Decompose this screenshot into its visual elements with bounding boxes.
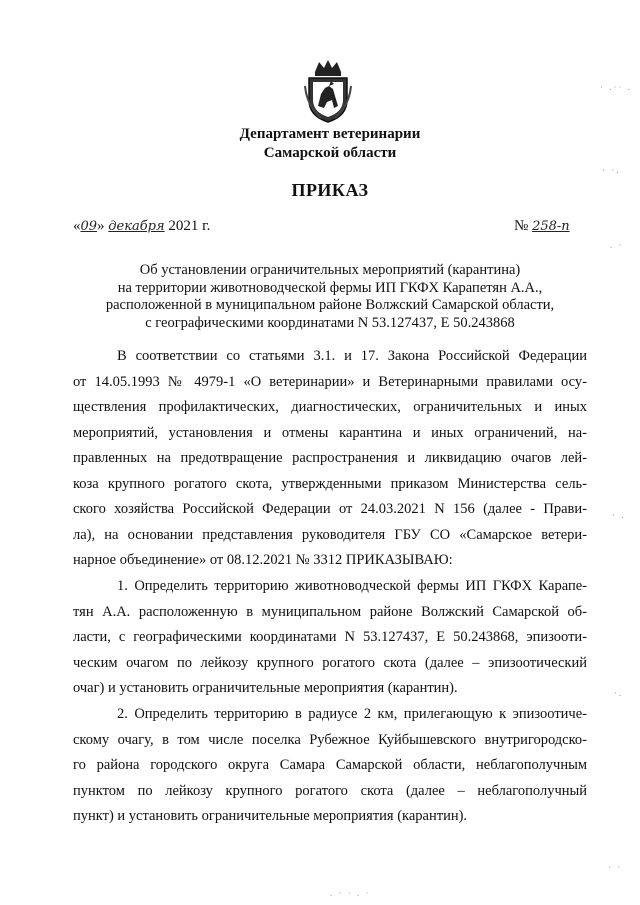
order-number <box>514 218 570 235</box>
date-day-handwritten: 09 <box>80 219 98 234</box>
order-date <box>73 218 210 235</box>
date-close-quote: » <box>97 218 105 234</box>
subject-line: на территории животноводческой фермы ИП ГКФХ Карапетян А.А., <box>117 279 543 296</box>
scan-noise: · . <box>612 510 626 520</box>
paragraph-line: коза крупного рогатого скота, утвержденными приказом Министерства сель- <box>73 475 587 492</box>
order-subject <box>70 262 590 332</box>
subject-line: расположенной в муниципальном районе Волжский Самарской области, <box>105 297 555 313</box>
scan-noise: · .·· . <box>600 82 632 92</box>
scan-noise: · ·. <box>602 165 621 175</box>
paragraph-line: 2. Определить территорию в радиусе 2 км, прилегающую к эпизоотиче- <box>117 706 587 722</box>
paragraph-line: правленных на предотвращение распространения и ликвидацию очагов лей- <box>73 450 587 466</box>
department-region: Самарской области <box>263 145 397 161</box>
coat-of-arms-emblem <box>303 56 353 124</box>
paragraph-line: пункт) и установить ограничительные мероприятия (карантин). <box>73 808 468 824</box>
paragraph-line: ческим очагом по лейкозу крупного рогатого скота (далее – эпизоотический <box>73 654 587 671</box>
date-month-handwritten: декабря <box>108 219 165 234</box>
number-prefix: № <box>514 218 529 234</box>
paragraph-line: В соответствии со статьями 3.1. и 17. Закона Российской Федерации <box>117 348 587 364</box>
paragraph-line: очаг) и установить ограничительные мероприятия (карантин). <box>73 680 458 696</box>
paragraph-line: ществления профилактических, диагностических, ограничительных и иных <box>73 399 587 415</box>
subject-line: Об установлении ограничительных мероприятий (карантина) <box>139 262 521 278</box>
subject-line: с географическими координатами N 53.127437, E 50.243868 <box>145 314 515 331</box>
paragraph-line: скому очагу, в том числе поселка Рубежное Куйбышевского внутригородско- <box>73 731 587 748</box>
paragraph-line: от 14.05.1993 № 4979-1 «О ветеринарии» и Ветеринарными правилами осу- <box>73 373 587 390</box>
paragraph-line: го района городского округа Самара Самарской области, неблагополучным <box>73 757 587 773</box>
number-handwritten: 258-п <box>532 219 570 234</box>
paragraph-line: ла), на основании представления руководителя ГБУ СО «Самарское ветери- <box>73 526 587 543</box>
scan-noise: ·. <box>614 688 624 698</box>
scan-noise: . · <box>610 240 624 250</box>
paragraph-line: пунктом по лейкозу крупного рогатого скота (далее – неблагополучный <box>73 782 587 799</box>
paragraph-line: тян А.А. расположенную в муниципальном районе Волжский Самарской об- <box>73 603 587 620</box>
paragraph-line: нарное объединение» от 08.12.2021 № 3312 ПРИКАЗЫВАЮ: <box>73 552 453 568</box>
paragraph-line: 1. Определить территорию животноводческой фермы ИП ГКФХ Карапе- <box>117 578 587 594</box>
paragraph-line: ского хозяйства Российской Федерации от 24.03.2021 N 156 (далее - Прави- <box>73 501 587 517</box>
scan-noise: . · · . · <box>330 888 371 898</box>
paragraph-line: мероприятий, установления и отмены карантина и иных ограничений, на- <box>73 424 587 441</box>
date-open-quote: « <box>73 218 81 234</box>
scan-noise: · · <box>608 862 623 872</box>
document-type-title: ПРИКАЗ <box>291 180 369 200</box>
department-name: Департамент ветеринарии <box>239 126 421 142</box>
date-year: 2021 г. <box>168 218 211 234</box>
paragraph-line: ласти, с географическими координатами N 53.127437, E 50.243868, эпизооти- <box>73 629 587 645</box>
